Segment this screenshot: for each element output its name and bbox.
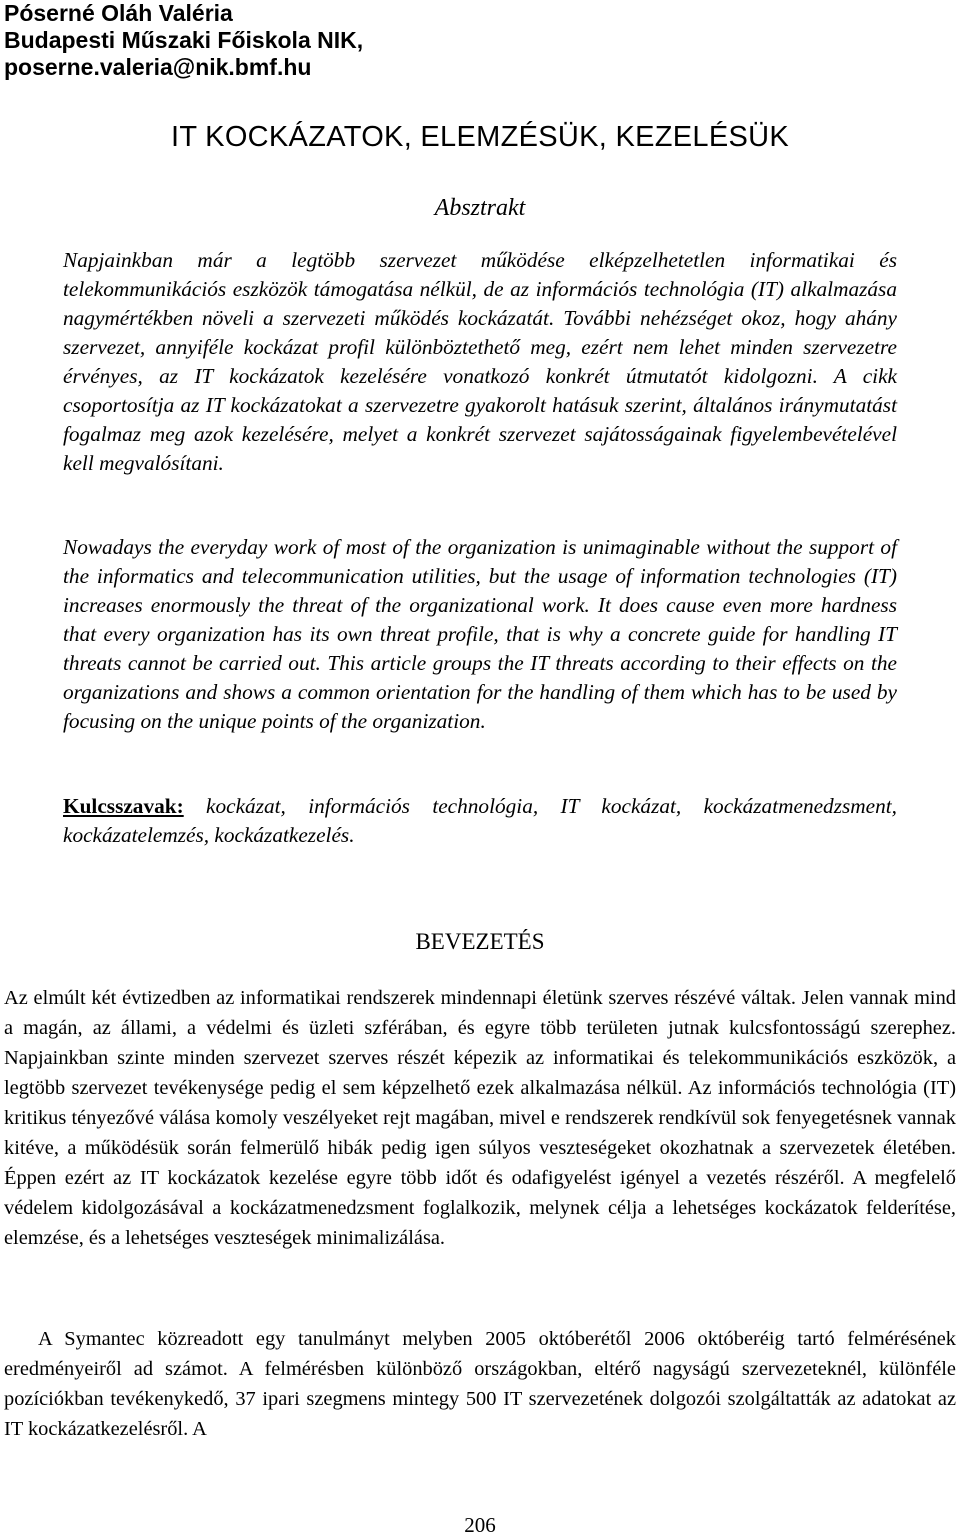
keywords-label: Kulcsszavak: bbox=[63, 794, 184, 818]
section-heading-introduction: BEVEZETÉS bbox=[415, 929, 545, 954]
paper-title: IT KOCKÁZATOK, ELEMZÉSÜK, KEZELÉSÜK bbox=[170, 121, 790, 153]
abstract-english: Nowadays the everyday work of most of the organization is unimaginable without the support of the informatics and telecommunication utilities, but the usage of information technologies (IT) increases enormously the threat of the organizational work. It does cause even more hardness that every organization has its own threat profile, that is why a concrete guide for handling IT threats cannot be carried out. This article groups the IT threats according to their effects on the organizations and shows a common orientation for the handling of them which has to be used by focusing on the unique points of the organization. bbox=[63, 535, 897, 733]
abstract-heading: Absztrakt bbox=[434, 195, 526, 221]
page-number: 206 bbox=[464, 1513, 496, 1537]
author-institution: Budapesti Műszaki Főiskola NIK, bbox=[4, 27, 364, 53]
author-name: Póserné Oláh Valéria bbox=[4, 0, 233, 26]
author-block bbox=[4, 0, 363, 81]
introduction-paragraph-2: A Symantec közreadott egy tanulmányt melyben 2005 októberétől 2006 októberéig tartó felmérésének eredményeiről ad számot. A felmérésben különböző országokban, eltérő nagyságú szervezeteknél, különféle pozíciókban tevékenykedő, 37 ipari szegmens mintegy 500 IT szervezetének dolgozói szolgáltatták az adatokat az IT kockázatkezelésről. A bbox=[4, 1328, 956, 1440]
keywords-text: kockázat, információs technológia, IT kockázat, kockázatmenedzsment, kockázatelemzés, kockázatkezelés. bbox=[63, 794, 897, 847]
introduction-paragraph-1: Az elmúlt két évtizedben az informatikai rendszerek mindennapi életünk szerves részévé váltak. Jelen vannak mind a magán, az állami, a védelmi és üzleti szférában, és egyre több területen jutnak kulcsfontosságú szerephez. Napjainkban szinte minden szervezet szerves részét képezik az informatikai és telekommunikációs eszközök, a legtöbb szervezet tevékenysége pedig el sem képzelhető ezek alkalmazása nélkül. Az információs technológia (IT) kritikus tényezővé válása komoly veszélyeket rejt magában, mivel e rendszerek rendkívül sok fenyegetésnek vannak kitéve, a működésük során felmerülő hibák pedig igen súlyos veszteségeket okozhatnak a szervezetek életében. Éppen ezért az IT kockázatok kezelése egyre több időt és odafigyelést igényel a vezetés részéről. A megfelelő védelem kidolgozásával a kockázatmenedzsment foglalkozik, melynek célja a lehetséges kockázatok felderítése, elemzése, és a lehetséges veszteségek minimalizálása. bbox=[4, 987, 956, 1249]
author-email: poserne.valeria@nik.bmf.hu bbox=[4, 54, 312, 80]
abstract-hungarian: Napjainkban már a legtöbb szervezet működése elképzelhetetlen informatikai és telekommunikációs eszközök támogatása nélkül, de az információs technológia (IT) alkalmazása nagymértékben növeli a szervezeti működés kockázatát. További nehézséget okoz, hogy ahány szervezet, annyiféle kockázat profil különböztethető meg, ezért nem lehet minden szervezetre érvényes, az IT kockázatok kezelésére vonatkozó konkrét útmutatót kidolgozni. A cikk csoportosítja az IT kockázatokat a szervezetre gyakorolt hatásuk szerint, általános iránymutatást fogalmaz meg azok kezelésére, melyet a konkrét szervezet sajátosságainak figyelembevételével kell megvalósítani. bbox=[63, 248, 897, 475]
keywords-block bbox=[63, 792, 897, 850]
